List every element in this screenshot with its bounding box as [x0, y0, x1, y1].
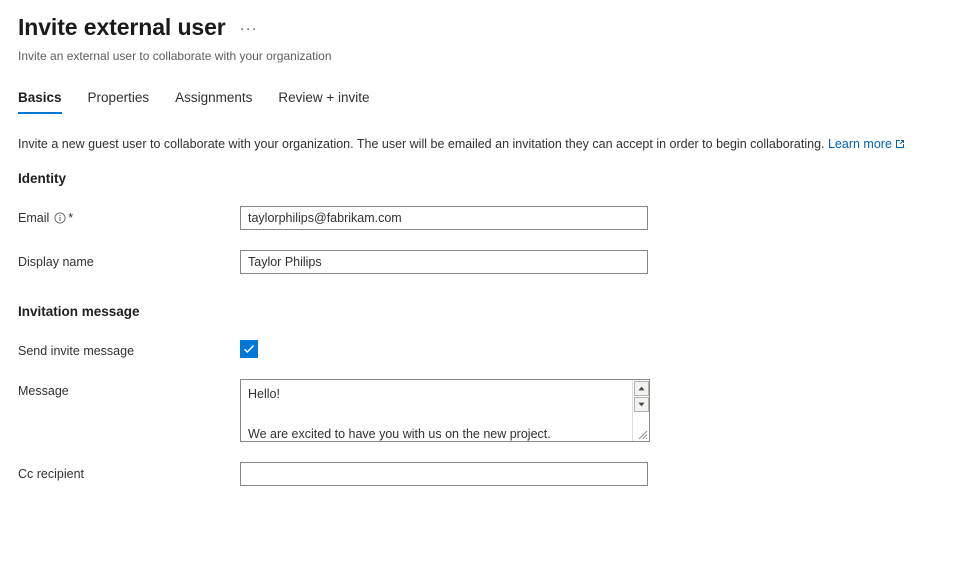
tab-review-invite[interactable]: Review + invite — [278, 90, 370, 105]
email-required-marker: * — [68, 211, 74, 225]
email-label-group — [18, 206, 240, 226]
display-name-label: Display name — [18, 255, 94, 269]
cc-recipient-label: Cc recipient — [18, 467, 84, 481]
email-field[interactable] — [240, 206, 648, 230]
more-options-button[interactable]: ··· — [239, 20, 258, 37]
send-invite-message-checkbox[interactable] — [240, 340, 258, 358]
form-row-message — [18, 379, 963, 442]
info-icon[interactable] — [54, 212, 66, 224]
email-label: Email — [18, 211, 50, 225]
cc-recipient-field[interactable] — [240, 462, 648, 486]
scroll-down-icon[interactable] — [634, 397, 649, 412]
form-row-send-invite-message — [18, 339, 963, 359]
resize-grip-icon[interactable] — [638, 430, 648, 440]
message-label: Message — [18, 384, 69, 398]
tab-assignments[interactable]: Assignments — [175, 90, 253, 105]
checkmark-icon — [243, 343, 255, 355]
form-row-display-name — [18, 250, 963, 274]
scroll-up-icon[interactable] — [634, 381, 649, 396]
message-textarea[interactable] — [240, 379, 650, 442]
title-row — [18, 12, 963, 42]
page-header — [0, 0, 963, 64]
learn-more-link[interactable] — [828, 137, 905, 151]
form-body — [0, 114, 963, 486]
section-title-identity: Identity — [18, 171, 67, 186]
learn-more-label: Learn more — [827, 137, 892, 151]
external-link-icon — [895, 137, 905, 153]
section-title-invitation-message: Invitation message — [18, 304, 140, 319]
display-name-field[interactable] — [240, 250, 648, 274]
intro-text-block — [18, 136, 963, 153]
tab-properties[interactable]: Properties — [87, 90, 150, 105]
message-textarea-wrap — [240, 379, 650, 442]
tab-bar — [0, 84, 963, 114]
send-invite-message-label: Send invite message — [18, 344, 135, 358]
form-row-email — [18, 206, 963, 230]
tab-basics[interactable]: Basics — [18, 90, 62, 114]
page-title: Invite external user — [18, 14, 226, 40]
page-subtitle: Invite an external user to collaborate with your organization — [18, 49, 332, 63]
intro-text: Invite a new guest user to collaborate with your organization. The user will be emailed an invitation they can accept in order to begin collaborating. — [18, 137, 825, 151]
form-row-cc-recipient — [18, 462, 963, 486]
